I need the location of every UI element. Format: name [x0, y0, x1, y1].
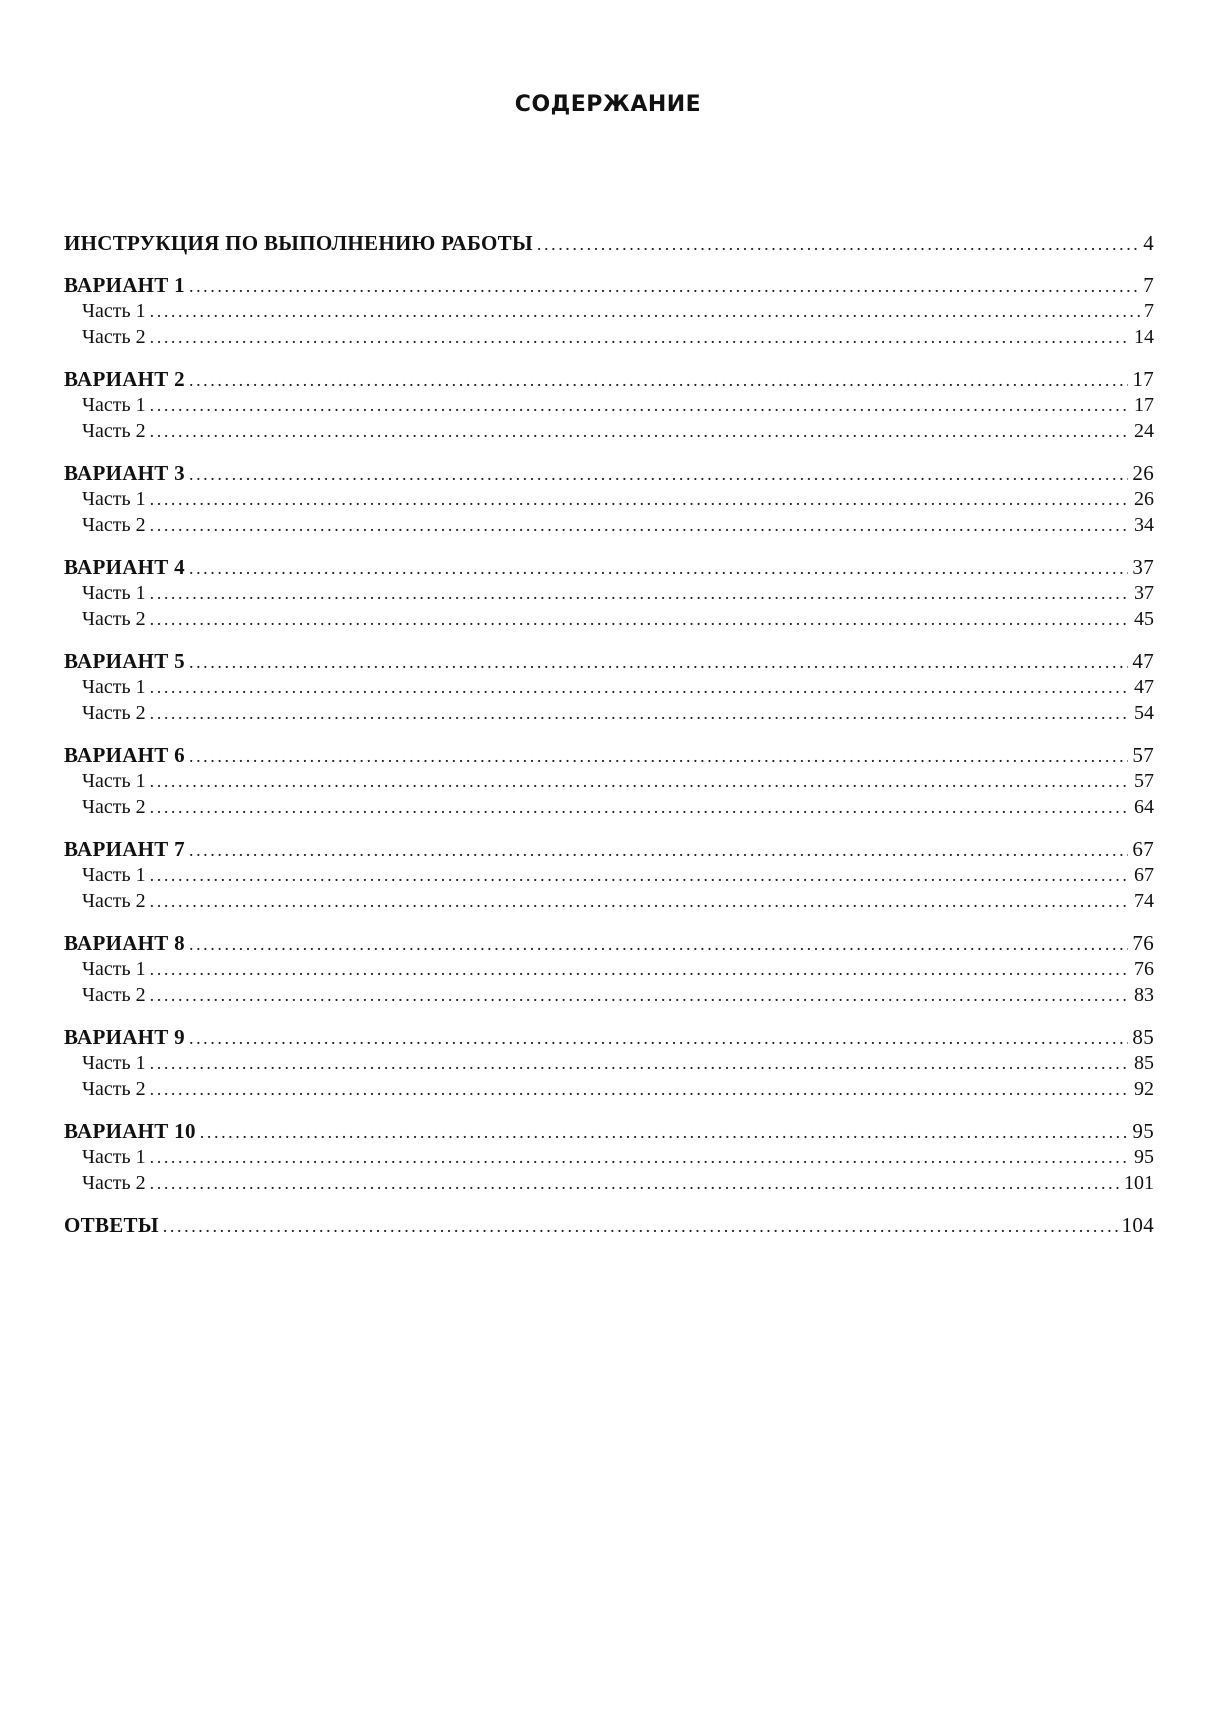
toc-entry-answers — [64, 1212, 1154, 1238]
dot-leader — [150, 392, 1130, 418]
toc-row[interactable] — [64, 930, 1154, 956]
toc-entry-label: ВАРИАНТ 3 — [64, 461, 185, 485]
dot-leader — [189, 555, 1128, 580]
dot-leader — [189, 837, 1128, 862]
toc-page-number: 76 — [1134, 958, 1154, 980]
toc-page-number: 57 — [1134, 770, 1154, 792]
dot-leader — [150, 1170, 1120, 1196]
toc-entry-label: ВАРИАНТ 4 — [64, 555, 185, 579]
toc-entry-label: Часть 1 — [82, 300, 146, 322]
toc-row[interactable] — [64, 1050, 1154, 1076]
toc-entry-label: ОТВЕТЫ — [64, 1213, 159, 1237]
toc-group-variant-2 — [64, 366, 1154, 444]
page-title: СОДЕРЖАНИЕ — [514, 92, 702, 117]
toc-group-variant-7 — [64, 836, 1154, 914]
toc-entry-label: Часть 2 — [82, 984, 146, 1006]
toc-page-number: 7 — [1144, 300, 1154, 322]
dot-leader — [150, 1144, 1130, 1170]
toc-page-number: 95 — [1134, 1146, 1154, 1168]
toc-row[interactable] — [64, 1212, 1154, 1238]
toc-row[interactable] — [64, 1144, 1154, 1170]
dot-leader — [150, 1050, 1130, 1076]
toc-row[interactable] — [64, 982, 1154, 1008]
dot-leader — [189, 367, 1128, 392]
toc-row[interactable] — [64, 392, 1154, 418]
toc-page-number: 67 — [1132, 837, 1154, 861]
dot-leader — [189, 273, 1139, 298]
toc-entry-label: ВАРИАНТ 8 — [64, 931, 185, 955]
toc-row[interactable] — [64, 230, 1154, 256]
toc-group-variant-6 — [64, 742, 1154, 820]
toc-entry-label: ИНСТРУКЦИЯ ПО ВЫПОЛНЕНИЮ РАБОТЫ — [64, 231, 533, 255]
toc-entry-label: Часть 2 — [82, 1078, 146, 1100]
toc-page-number: 26 — [1132, 461, 1154, 485]
toc-row[interactable] — [64, 324, 1154, 350]
toc-page-number: 57 — [1132, 743, 1154, 767]
toc-row[interactable] — [64, 1024, 1154, 1050]
toc-entry-label: Часть 1 — [82, 864, 146, 886]
dot-leader — [150, 298, 1140, 324]
toc-row[interactable] — [64, 794, 1154, 820]
toc-page-number: 85 — [1132, 1025, 1154, 1049]
toc-group-variant-3 — [64, 460, 1154, 538]
toc-entry-label: Часть 1 — [82, 1052, 146, 1074]
dot-leader — [150, 862, 1130, 888]
toc-page-number: 95 — [1132, 1119, 1154, 1143]
toc-page-number: 47 — [1134, 676, 1154, 698]
toc-row[interactable] — [64, 418, 1154, 444]
toc-entry-label: Часть 1 — [82, 582, 146, 604]
dot-leader — [150, 512, 1130, 538]
toc-entry-label: Часть 1 — [82, 394, 146, 416]
toc-page-number: 7 — [1143, 273, 1154, 297]
dot-leader — [150, 674, 1130, 700]
dot-leader — [150, 606, 1130, 632]
toc-entry-label: Часть 2 — [82, 890, 146, 912]
table-of-contents — [64, 230, 1154, 1254]
toc-entry-label: Часть 2 — [82, 1172, 146, 1194]
toc-row[interactable] — [64, 512, 1154, 538]
dot-leader — [189, 743, 1128, 768]
dot-leader — [189, 461, 1128, 486]
toc-row[interactable] — [64, 742, 1154, 768]
toc-page-number: 45 — [1134, 608, 1154, 630]
toc-page-number: 104 — [1121, 1213, 1154, 1237]
dot-leader — [200, 1119, 1129, 1144]
toc-entry-label: ВАРИАНТ 1 — [64, 273, 185, 297]
toc-entry-label: Часть 1 — [82, 958, 146, 980]
dot-leader — [150, 956, 1130, 982]
toc-page-number: 64 — [1134, 796, 1154, 818]
toc-page-number: 83 — [1134, 984, 1154, 1006]
toc-entry-label: Часть 2 — [82, 326, 146, 348]
toc-row[interactable] — [64, 888, 1154, 914]
dot-leader — [150, 418, 1130, 444]
toc-entry-label: Часть 2 — [82, 514, 146, 536]
toc-row[interactable] — [64, 606, 1154, 632]
toc-page-number: 34 — [1134, 514, 1154, 536]
toc-group-variant-10 — [64, 1118, 1154, 1196]
toc-row[interactable] — [64, 486, 1154, 512]
toc-row[interactable] — [64, 460, 1154, 486]
dot-leader — [189, 931, 1128, 956]
dot-leader — [189, 1025, 1128, 1050]
toc-entry-label: Часть 1 — [82, 676, 146, 698]
toc-page-number: 37 — [1134, 582, 1154, 604]
toc-page-number: 74 — [1134, 890, 1154, 912]
dot-leader — [150, 794, 1130, 820]
toc-row[interactable] — [64, 580, 1154, 606]
dot-leader — [150, 486, 1130, 512]
toc-entry-label: Часть 2 — [82, 420, 146, 442]
toc-row[interactable] — [64, 1076, 1154, 1102]
toc-row[interactable] — [64, 862, 1154, 888]
toc-page-number: 4 — [1143, 231, 1154, 255]
toc-entry-label: ВАРИАНТ 9 — [64, 1025, 185, 1049]
toc-row[interactable] — [64, 1118, 1154, 1144]
dot-leader — [150, 982, 1130, 1008]
toc-page-number: 92 — [1134, 1078, 1154, 1100]
toc-page-number: 67 — [1134, 864, 1154, 886]
toc-page-number: 101 — [1124, 1172, 1154, 1194]
toc-entry-label: ВАРИАНТ 2 — [64, 367, 185, 391]
toc-row[interactable] — [64, 700, 1154, 726]
toc-row[interactable] — [64, 272, 1154, 298]
toc-entry-label: Часть 1 — [82, 1146, 146, 1168]
toc-entry-label: ВАРИАНТ 10 — [64, 1119, 196, 1143]
toc-group-variant-1 — [64, 272, 1154, 350]
toc-row[interactable] — [64, 836, 1154, 862]
toc-page-number: 14 — [1134, 326, 1154, 348]
toc-row[interactable] — [64, 956, 1154, 982]
dot-leader — [537, 231, 1139, 256]
toc-page-number: 47 — [1132, 649, 1154, 673]
toc-group-variant-8 — [64, 930, 1154, 1008]
dot-leader — [150, 700, 1130, 726]
dot-leader — [150, 324, 1130, 350]
toc-page-number: 24 — [1134, 420, 1154, 442]
toc-page-number: 37 — [1132, 555, 1154, 579]
toc-entry-label: Часть 2 — [82, 702, 146, 724]
dot-leader — [163, 1213, 1118, 1238]
toc-entry-label: ВАРИАНТ 7 — [64, 837, 185, 861]
dot-leader — [150, 768, 1130, 794]
toc-entry-label: ВАРИАНТ 6 — [64, 743, 185, 767]
toc-row[interactable] — [64, 648, 1154, 674]
dot-leader — [150, 1076, 1130, 1102]
toc-page-number: 85 — [1134, 1052, 1154, 1074]
toc-entry-label: Часть 1 — [82, 770, 146, 792]
toc-page-number: 54 — [1134, 702, 1154, 724]
toc-row[interactable] — [64, 1170, 1154, 1196]
toc-row[interactable] — [64, 366, 1154, 392]
dot-leader — [150, 888, 1130, 914]
toc-row[interactable] — [64, 674, 1154, 700]
toc-page-number: 17 — [1134, 394, 1154, 416]
toc-entry-instructions — [64, 230, 1154, 256]
toc-page-number: 17 — [1132, 367, 1154, 391]
dot-leader — [150, 580, 1130, 606]
dot-leader — [189, 649, 1128, 674]
toc-group-variant-4 — [64, 554, 1154, 632]
toc-entry-label: Часть 2 — [82, 608, 146, 630]
toc-page-number: 76 — [1132, 931, 1154, 955]
toc-row[interactable] — [64, 298, 1154, 324]
toc-group-variant-9 — [64, 1024, 1154, 1102]
toc-entry-label: ВАРИАНТ 5 — [64, 649, 185, 673]
toc-group-variant-5 — [64, 648, 1154, 726]
toc-row[interactable] — [64, 768, 1154, 794]
toc-entry-label: Часть 1 — [82, 488, 146, 510]
toc-row[interactable] — [64, 554, 1154, 580]
toc-entry-label: Часть 2 — [82, 796, 146, 818]
toc-page-number: 26 — [1134, 488, 1154, 510]
